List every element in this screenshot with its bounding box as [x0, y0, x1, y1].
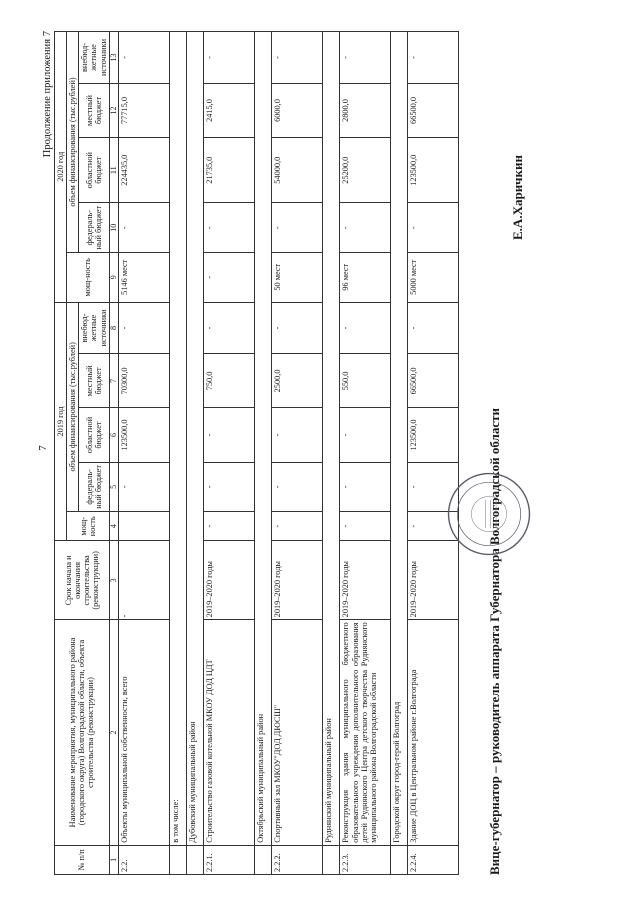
- table-row: [119, 31, 170, 874]
- section-row: [187, 31, 204, 874]
- cell-reg19: -: [272, 407, 323, 461]
- cell-loc20: 77715,0: [119, 83, 170, 137]
- cell-cap20: 96 мест: [340, 252, 391, 302]
- section-label: Городской округ город-герой Волгоград: [391, 31, 408, 845]
- cell-reg19: 123500,0: [119, 407, 170, 461]
- section-row-spacer: [255, 845, 272, 874]
- column-number: 2: [109, 619, 119, 844]
- cell-fed20: -: [119, 202, 170, 252]
- table-row: [272, 31, 323, 874]
- cell-term: -: [119, 540, 170, 619]
- cell-ext19: -: [340, 302, 391, 354]
- cell-num: 2.2.2.: [272, 845, 323, 874]
- cell-fed19: -: [204, 462, 255, 512]
- column-number: 6: [109, 407, 119, 461]
- cell-reg19: -: [340, 407, 391, 461]
- column-number: 13: [109, 31, 119, 83]
- header-local-2019: местный бюджет: [79, 353, 109, 407]
- cell-fed19: -: [408, 462, 459, 512]
- cell-ext19: -: [408, 302, 459, 354]
- header-funding-2020: объем финансирования (тыс.рублей): [67, 31, 79, 252]
- cell-loc20: 6000,0: [272, 83, 323, 137]
- cell-fed19: -: [272, 462, 323, 512]
- cell-loc19: 2500,0: [272, 353, 323, 407]
- cell-ext20: -: [408, 31, 459, 83]
- cell-term: 2019–2020 годы: [204, 540, 255, 619]
- column-number: 7: [109, 353, 119, 407]
- section-row-spacer: [170, 845, 187, 874]
- section-row: [255, 31, 272, 874]
- official-seal: [445, 470, 533, 558]
- cell-num: 2.2.4.: [408, 845, 459, 874]
- cell-cap19: -: [340, 511, 391, 540]
- header-num: № п/п: [55, 845, 110, 874]
- cell-reg19: -: [204, 407, 255, 461]
- header-federal-2020: федераль-ный бюджет: [79, 202, 109, 252]
- column-number-row: [109, 31, 119, 874]
- cell-reg20: 21735,0: [204, 137, 255, 202]
- header-capacity-2020: мощ-ность: [67, 252, 110, 302]
- cell-fed19: -: [340, 462, 391, 512]
- cell-cap20: 5000 мест: [408, 252, 459, 302]
- cell-cap19: -: [272, 511, 323, 540]
- cell-num: 2.2.3.: [340, 845, 391, 874]
- page-number: 7: [36, 445, 49, 451]
- cell-name: Здание ДОЦ в Центральном районе г.Волгограда: [408, 619, 459, 844]
- header-year-2019: 2019 год: [55, 302, 67, 541]
- cell-reg20: 224435,0: [119, 137, 170, 202]
- header-capacity-2019: мощ-ность: [67, 511, 110, 540]
- cell-reg19: 123500,0: [408, 407, 459, 461]
- cell-term: 2019–2020 годы: [272, 540, 323, 619]
- cell-ext19: -: [204, 302, 255, 354]
- header-name: Наименование мероприятия, муниципального района (городского округа) Волгоградской области, объекта строительства (реконструкции): [55, 619, 110, 844]
- cell-loc19: 750,0: [204, 353, 255, 407]
- cell-reg20: 25200,0: [340, 137, 391, 202]
- rotated-document: [40, 23, 600, 883]
- header-federal-2019: федераль-ный бюджет: [79, 462, 109, 512]
- section-row: [323, 31, 340, 874]
- section-label: в том числе:: [170, 31, 187, 845]
- cell-num: 2.2.1.: [204, 845, 255, 874]
- cell-cap19: -: [408, 511, 459, 540]
- cell-ext19: -: [119, 302, 170, 354]
- cell-loc20: 2800,0: [340, 83, 391, 137]
- header-extra-2019: внебюд-жетные источники: [79, 302, 109, 354]
- column-number: 1: [109, 845, 119, 874]
- cell-cap20: -: [204, 252, 255, 302]
- cell-fed19: -: [119, 462, 170, 512]
- cell-cap19: [119, 511, 170, 540]
- cell-fed20: -: [408, 202, 459, 252]
- cell-name: Строительство газовой котельной МКОУ ДОД ЦДТ: [204, 619, 255, 844]
- cell-ext20: -: [340, 31, 391, 83]
- cell-num: 2.2.: [119, 845, 170, 874]
- column-number: 11: [109, 137, 119, 202]
- cell-ext20: -: [272, 31, 323, 83]
- column-number: 3: [109, 540, 119, 619]
- table-row: [340, 31, 391, 874]
- cell-fed20: -: [204, 202, 255, 252]
- header-year-2020: 2020 год: [55, 31, 67, 302]
- cell-loc20: 66500,0: [408, 83, 459, 137]
- cell-name: Спортивный зал МКОУ"ДОД ДЮСШ": [272, 619, 323, 844]
- cell-ext20: -: [119, 31, 170, 83]
- table-body: [109, 31, 459, 874]
- section-label: Дубовский муниципальный район: [187, 31, 204, 845]
- header-term: Срок начала и окончания строительства (реконструкции): [55, 540, 110, 619]
- continuation-label: Продолжение приложения 7: [42, 30, 53, 157]
- section-row: [391, 31, 408, 874]
- cell-loc20: 2415,0: [204, 83, 255, 137]
- cell-term: 2019–2020 годы: [408, 540, 459, 619]
- section-row-spacer: [391, 845, 408, 874]
- signature-title: Вице-губернатор – руководитель аппарата Губернатора Волгоградской области: [487, 407, 502, 875]
- section-row-spacer: [187, 845, 204, 874]
- header-funding-2019: объем финансирования (тыс.рублей): [67, 302, 79, 512]
- cell-fed20: -: [272, 202, 323, 252]
- cell-loc19: 70300,0: [119, 353, 170, 407]
- column-number: 8: [109, 302, 119, 354]
- cell-term: 2019–2020 годы: [340, 540, 391, 619]
- cell-reg20: 123500,0: [408, 137, 459, 202]
- column-number: 12: [109, 83, 119, 137]
- column-number: 9: [109, 252, 119, 302]
- column-number: 10: [109, 202, 119, 252]
- cell-loc19: 550,0: [340, 353, 391, 407]
- cell-name: Объекты муниципальной собственности, всего: [119, 619, 170, 844]
- cell-reg20: 54000,0: [272, 137, 323, 202]
- cell-loc19: 66500,0: [408, 353, 459, 407]
- column-number: 4: [109, 511, 119, 540]
- section-label: Руднянский муниципальный район: [323, 31, 340, 845]
- cell-cap19: -: [204, 511, 255, 540]
- section-row-spacer: [323, 845, 340, 874]
- header-local-2020: местный бюджет: [79, 83, 109, 137]
- cell-cap20: 50 мест: [272, 252, 323, 302]
- funding-table: [54, 31, 459, 875]
- section-label: Октябрьский муниципальный район: [255, 31, 272, 845]
- section-row: [170, 31, 187, 874]
- cell-ext20: -: [204, 31, 255, 83]
- header-regional-2019: областной бюджет: [79, 407, 109, 461]
- cell-name: Реконструкция здания муниципального бюджетного образовательного учреждения дополнительного образования детей Руднянского Центра детского творчества Руднянского муниципального района Волгоградской области: [340, 619, 391, 844]
- table-row: [408, 31, 459, 874]
- cell-fed20: -: [340, 202, 391, 252]
- cell-ext19: -: [272, 302, 323, 354]
- column-number: 5: [109, 462, 119, 512]
- header-regional-2020: областной бюджет: [79, 137, 109, 202]
- signer-name: Е.А.Харичкин: [510, 154, 525, 240]
- table-row: [204, 31, 255, 874]
- header-extra-2020: внебюд-жетные источники: [79, 31, 109, 83]
- cell-cap20: 5146 мест: [119, 252, 170, 302]
